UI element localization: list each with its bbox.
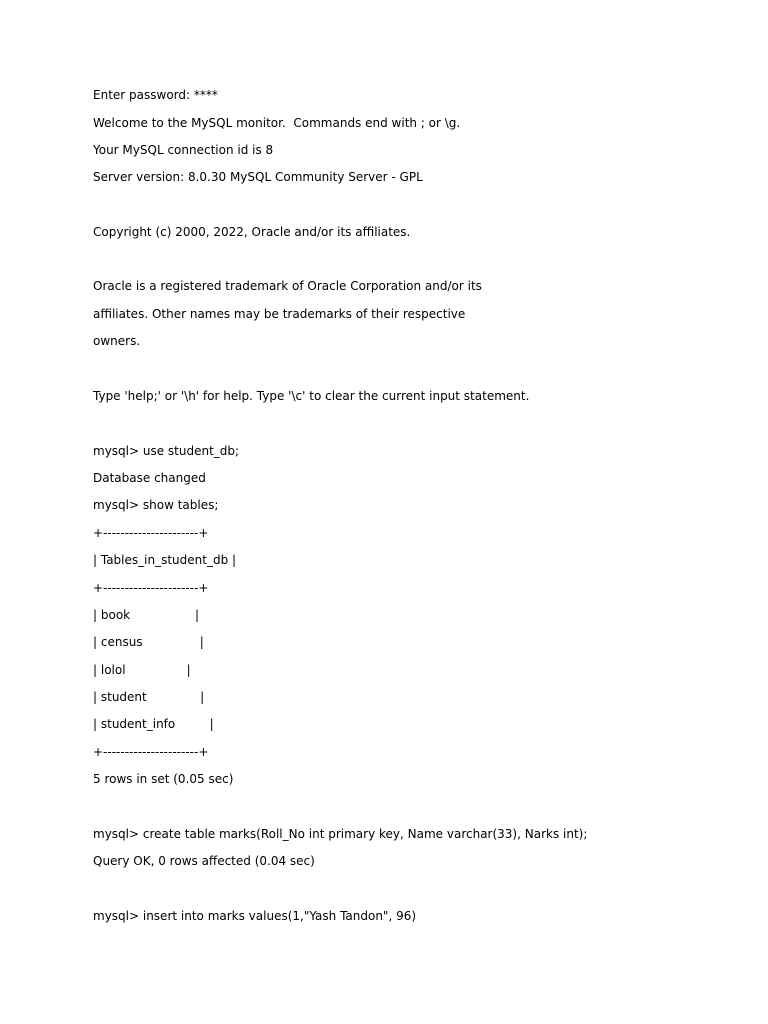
table-header: | Tables_in_student_db | xyxy=(93,553,237,567)
text-line: Database changed xyxy=(93,471,206,485)
text-line: Type 'help;' or '\h' for help. Type '\c' to clear the current input statement. xyxy=(93,389,530,403)
text-line: Your MySQL connection id is 8 xyxy=(93,143,274,157)
text-line: Query OK, 0 rows affected (0.04 sec) xyxy=(93,854,315,868)
text-line: Server version: 8.0.30 MySQL Community Server - GPL xyxy=(93,170,423,184)
text-line: Copyright (c) 2000, 2022, Oracle and/or its affiliates. xyxy=(93,225,411,239)
table-border: +----------------------+ xyxy=(93,526,209,540)
table-row: | book | xyxy=(93,608,199,622)
text-line: 5 rows in set (0.05 sec) xyxy=(93,772,234,786)
table-row: | census | xyxy=(93,635,204,649)
table-row: | lolol | xyxy=(93,663,191,677)
table-row: | student | xyxy=(93,690,205,704)
text-line: Oracle is a registered trademark of Oracle Corporation and/or its xyxy=(93,279,482,293)
text-line: mysql> use student_db; xyxy=(93,444,240,458)
table-border: +----------------------+ xyxy=(93,745,209,759)
text-line: mysql> show tables; xyxy=(93,498,219,512)
text-line: owners. xyxy=(93,334,141,348)
table-border: +----------------------+ xyxy=(93,581,209,595)
text-line: mysql> create table marks(Roll_No int primary key, Name varchar(33), Narks int); xyxy=(93,827,588,841)
text-line: Welcome to the MySQL monitor. Commands end with ; or \g. xyxy=(93,116,461,130)
text-line: Enter password: **** xyxy=(93,88,218,102)
text-line: affiliates. Other names may be trademarks of their respective xyxy=(93,307,466,321)
text-line: mysql> insert into marks values(1,"Yash Tandon", 96) xyxy=(93,909,417,923)
table-row: | student_info | xyxy=(93,717,214,731)
